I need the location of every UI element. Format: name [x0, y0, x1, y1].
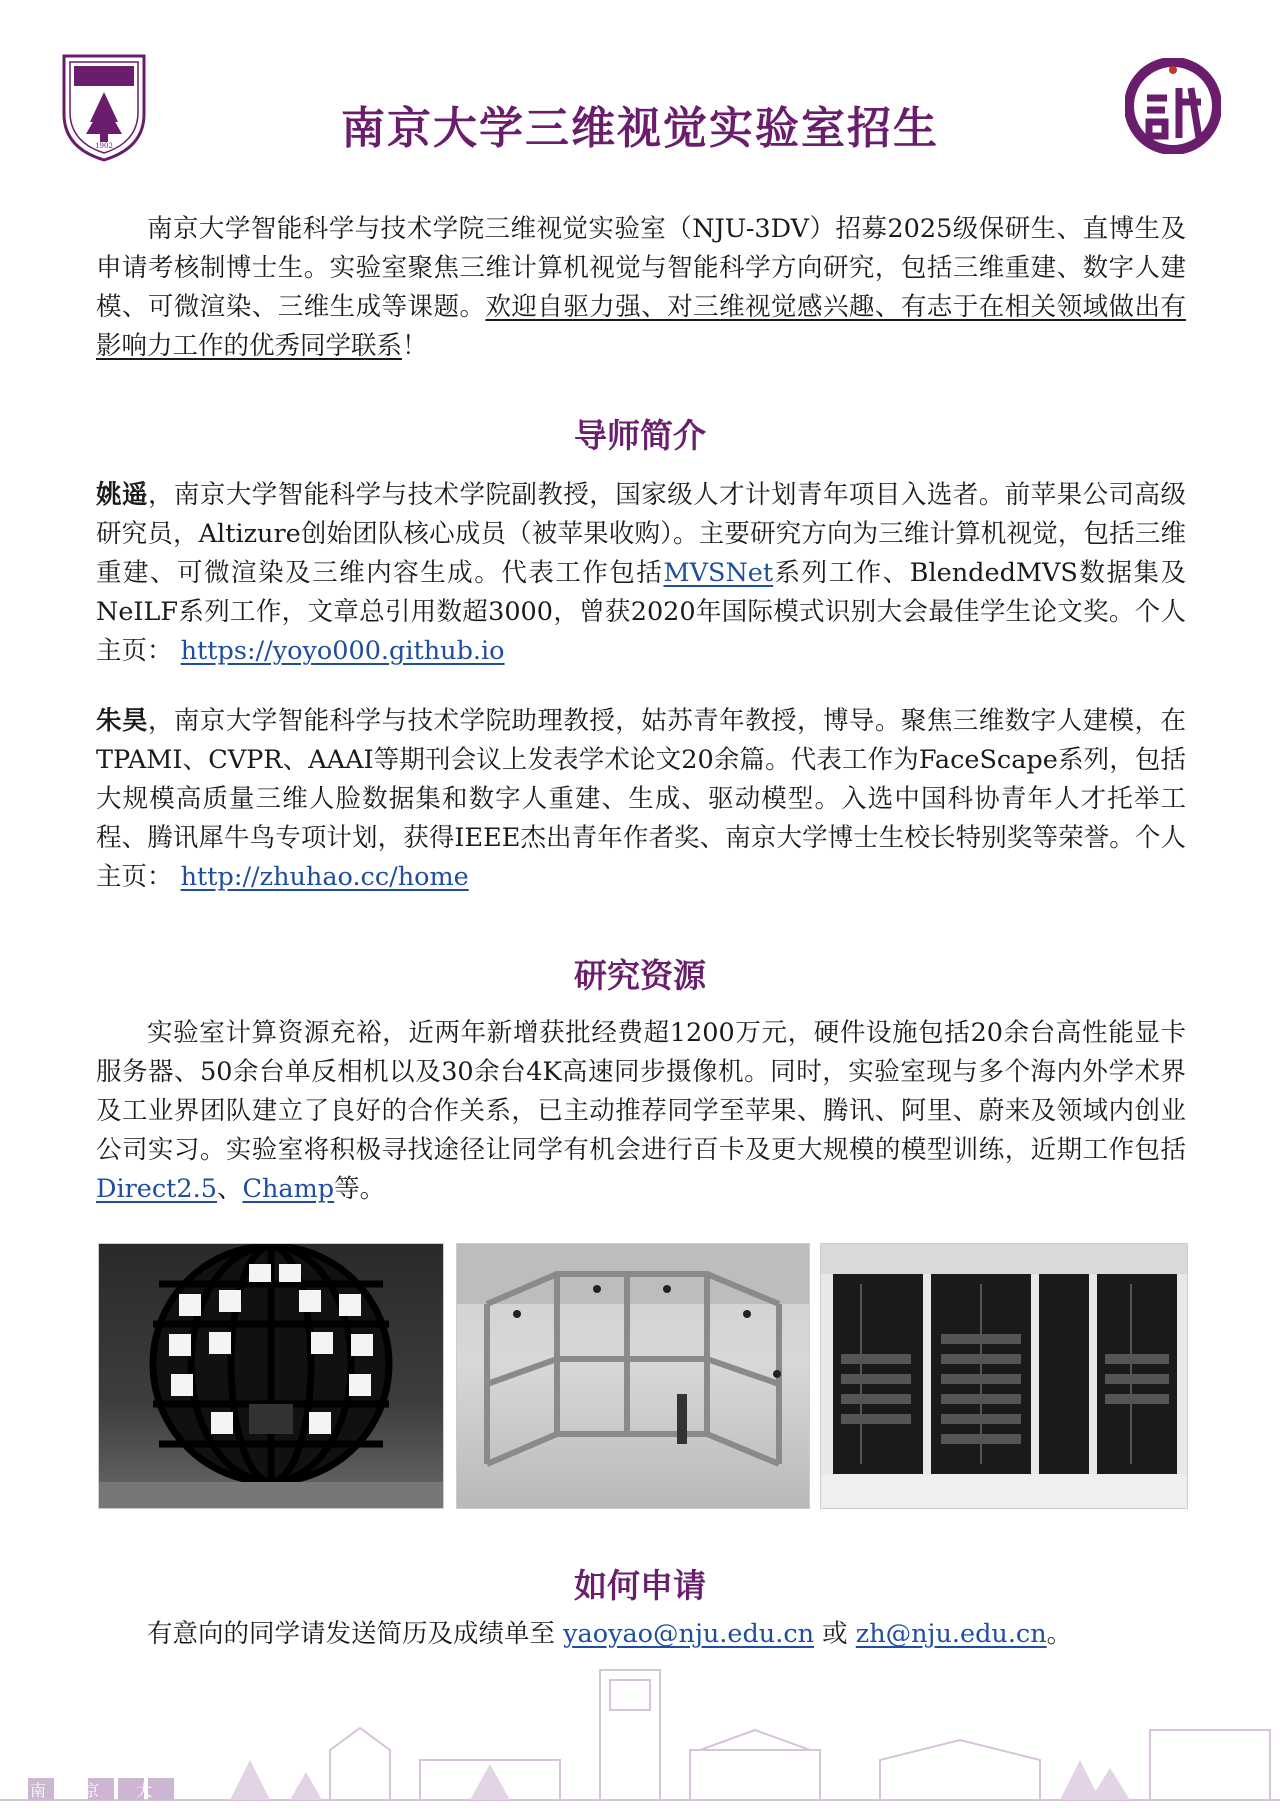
email-yaoyao-link[interactable]: yaoyao@nju.edu.cn — [563, 1619, 815, 1649]
mvsnet-link[interactable]: MVSNet — [663, 558, 774, 588]
advisor-yao-text1: ，南京大学智能科学与技术学院副教授，国家级人才计划青年项目入选者。前苹果公司高级研究员，Altizure创始团队核心成员（被苹果收购）。主要研究方向为三维计算机视觉，包括三维重建、可微渲染及三维内容生成。代表工作包括 — [96, 480, 1186, 588]
photo-capture-rig — [456, 1243, 810, 1509]
advisor-yao-text2: 系列工作、BlendedMVS数据集及NeILF系列工作，文章总引用数超3000，曾获2020年国际模式识别大会最佳学生论文奖。个人主页： — [96, 558, 1186, 666]
intro-paragraph — [96, 210, 1186, 366]
email-zh-link[interactable]: zh@nju.edu.cn — [855, 1619, 1047, 1649]
resources-text1: 实验室计算资源充裕，近两年新增获批经费超1200万元，硬件设施包括20余台高性能显卡服务器、50余台单反相机以及30余台4K高速同步摄像机。同时，实验室现与多个海内外学术界及工业界团队建立了良好的合作关系，已主动推荐同学至苹果、腾讯、阿里、蔚来及领域内创业公司实习。实验室将积极寻找途径让同学有机会进行百卡及更大规模的模型训练，近期工作包括 — [96, 1018, 1186, 1165]
page-title: 南京大学三维视觉实验室招生 — [341, 103, 939, 154]
campus-skyline-decoration — [0, 1640, 1280, 1808]
advisor-name-zhu: 朱昊 — [96, 706, 148, 736]
apply-text: 有意向的同学请发送简历及成绩单至 — [147, 1619, 564, 1649]
footer-calligraphy: 南 京 大 學 — [30, 1781, 222, 1800]
intro-text: 南京大学智能科学与技术学院三维视觉实验室（NJU-3DV）招募2025级保研生、直博生及申请考核制博士生。实验室聚焦三维计算机视觉与智能科学方向研究，包括三维重建、数字人建模、可微渲染、三维生成等课题。 — [96, 214, 1186, 322]
advisor-yao — [96, 476, 1186, 671]
yao-homepage-link[interactable]: https://yoyo000.github.io — [180, 636, 505, 666]
apply-or: 或 — [814, 1619, 856, 1649]
direct25-link[interactable]: Direct2.5 — [96, 1174, 217, 1204]
intro-highlight: 欢迎自驱力强、对三维视觉感兴趣、有志于在相关领域做出有影响力工作的优秀同学联系 — [96, 292, 1186, 361]
resources-sep: 、 — [216, 1174, 243, 1204]
svg-text:1902: 1902 — [95, 142, 113, 150]
advisor-zhu — [96, 702, 1186, 897]
intro-end: ！ — [402, 331, 428, 361]
advisor-name-yao: 姚遥 — [96, 480, 148, 510]
resources-heading: 研究资源 — [574, 956, 706, 995]
resources-text2: 等。 — [334, 1174, 386, 1204]
zhu-homepage-link[interactable]: http://zhuhao.cc/home — [180, 862, 469, 892]
cheng-logo — [1125, 58, 1221, 154]
photo-camera-dome — [98, 1243, 444, 1509]
advisors-heading: 导师简介 — [574, 416, 706, 455]
apply-heading: 如何申请 — [574, 1566, 706, 1605]
apply-end: 。 — [1046, 1619, 1073, 1649]
resources-paragraph — [96, 1014, 1186, 1209]
photo-server-racks — [820, 1243, 1188, 1509]
champ-link[interactable]: Champ — [242, 1174, 335, 1204]
advisor-zhu-text1: ，南京大学智能科学与技术学院助理教授，姑苏青年教授，博导。聚焦三维数字人建模，在TPAMI、CVPR、AAAI等期刊会议上发表学术论文20余篇。代表工作为FaceScape系列，包括大规模高质量三维人脸数据集和数字人重建、生成、驱动模型。入选中国科协青年人才托举工程、腾讯犀牛鸟专项计划，获得IEEE杰出青年作者奖、南京大学博士生校长特别奖等荣誉。个人主页： — [96, 706, 1186, 892]
